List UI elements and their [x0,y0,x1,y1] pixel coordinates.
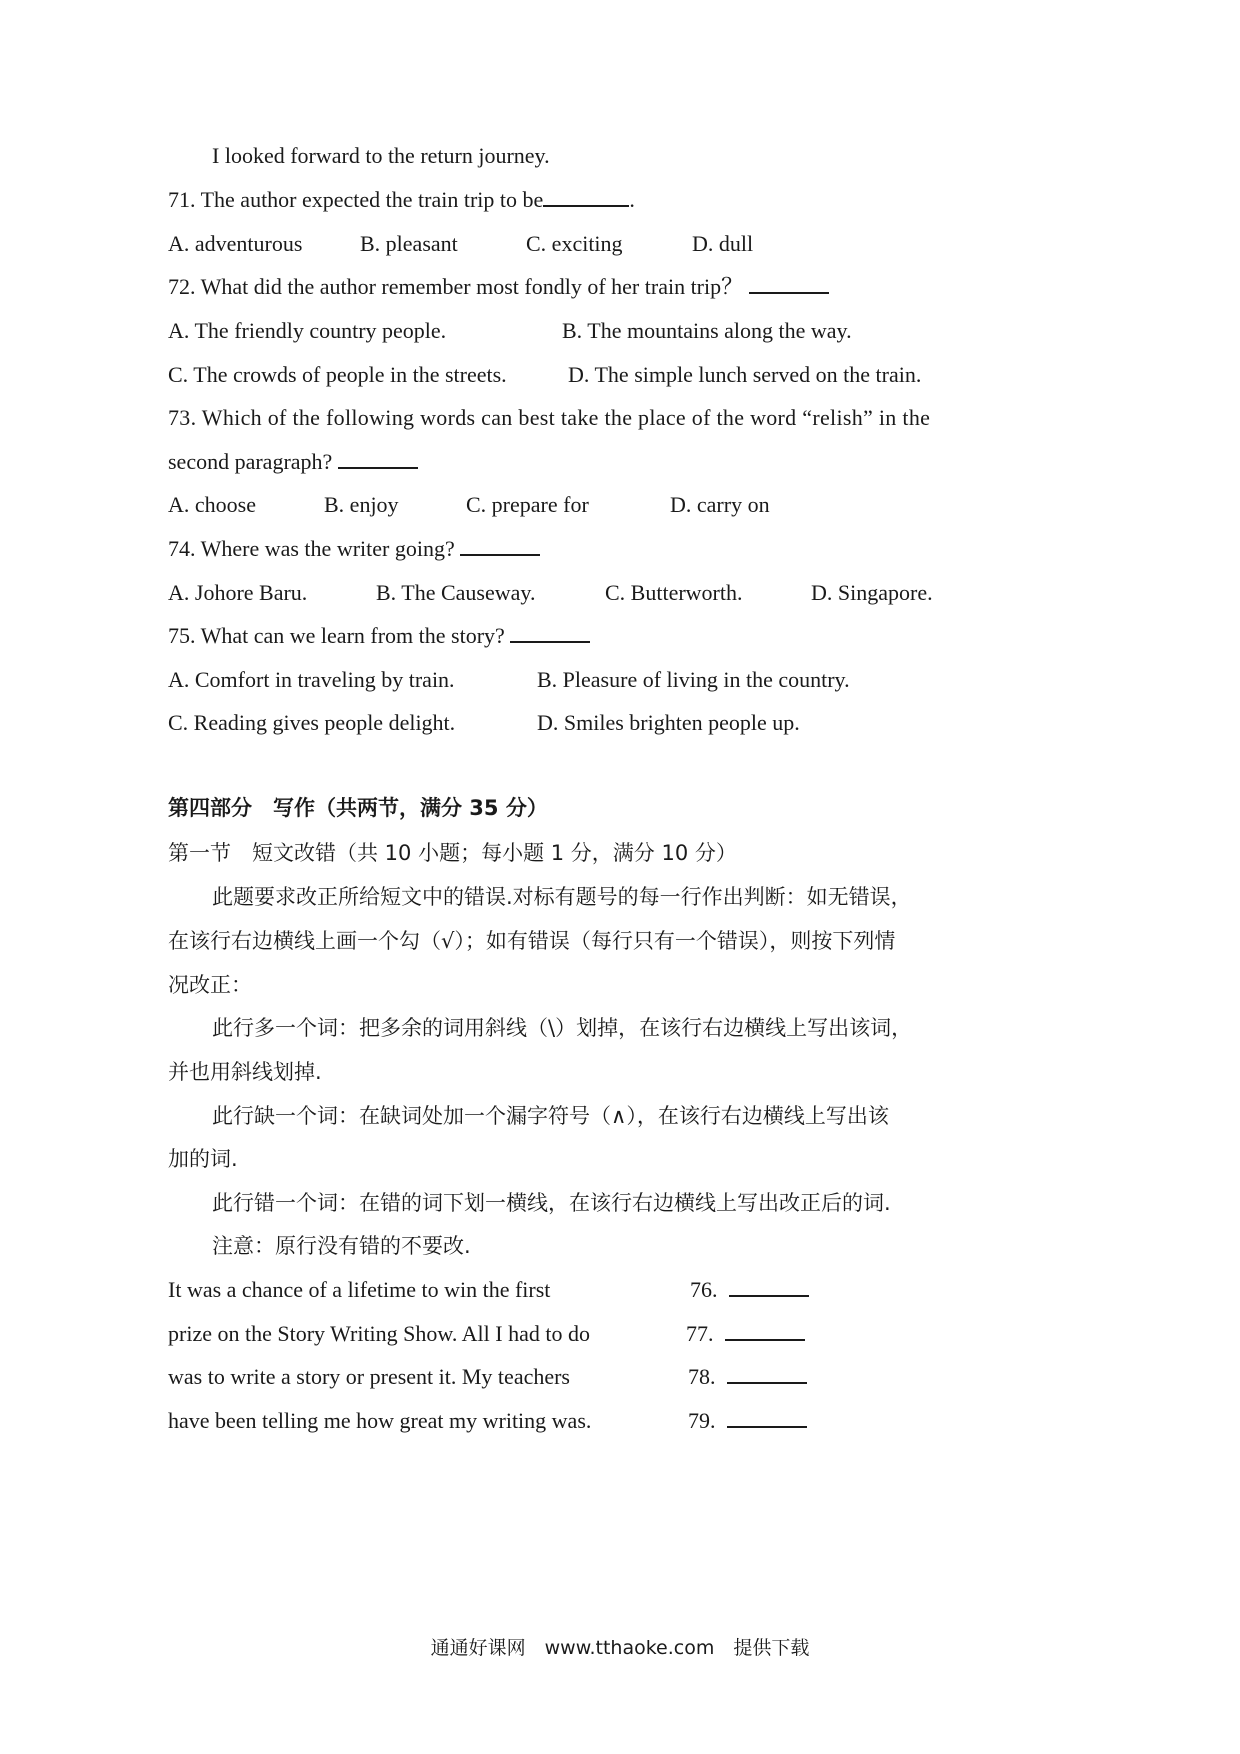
answer-blank-78[interactable] [727,1362,807,1384]
instruction-line-8: 此行错一个词：在错的词下划一横线，在该行右边横线上写出改正后的词. [212,1191,891,1215]
question-71-end: . [629,187,635,212]
part4-title: 第四部分 写作（共两节，满分 35 分） [168,796,548,820]
answer-blank-71[interactable] [543,185,629,207]
correction-line-76-text: It was a chance of a lifetime to win the first [168,1277,551,1302]
option-75-a[interactable]: A. Comfort in traveling by train. [168,667,455,692]
option-72-b[interactable]: B. The mountains along the way. [562,318,852,343]
instruction-line-6: 此行缺一个词：在缺词处加一个漏字符号（∧），在该行右边横线上写出该 [212,1104,889,1128]
option-74-d[interactable]: D. Singapore. [811,580,933,605]
option-75-b[interactable]: B. Pleasure of living in the country. [537,667,850,692]
option-72-d[interactable]: D. The simple lunch served on the train. [568,362,922,387]
question-75-stem: 75. What can we learn from the story? [168,623,505,648]
question-73-stem-end: second paragraph? [168,449,333,474]
correction-number-77: 77. [686,1321,714,1346]
option-74-b[interactable]: B. The Causeway. [376,580,536,605]
option-72-c[interactable]: C. The crowds of people in the streets. [168,362,507,387]
instruction-line-3: 况改正： [168,973,252,997]
option-73-b[interactable]: B. enjoy [324,492,399,517]
correction-line-77-number [686,1319,805,1349]
section1-title: 第一节 短文改错（共 10 小题；每小题 1 分，满分 10 分） [168,841,737,865]
correction-line-77-text: prize on the Story Writing Show. All I had to do [168,1321,590,1346]
option-73-c[interactable]: C. prepare for [466,492,589,517]
option-71-a[interactable]: A. adventurous [168,231,303,256]
correction-line-79-number [688,1406,807,1436]
answer-blank-74[interactable] [460,534,540,556]
option-71-c[interactable]: C. exciting [526,231,623,256]
instruction-line-1: 此题要求改正所给短文中的错误.对标有题号的每一行作出判断：如无错误， [212,885,912,909]
question-71-stem: 71. The author expected the train trip to be [168,187,544,212]
correction-line-78-number [688,1362,807,1392]
answer-blank-77[interactable] [725,1319,805,1341]
question-73-line1: 73. Which of the following words can best take the place of the word “relish” in the [168,405,931,430]
correction-line-79-text: have been telling me how great my writing was. [168,1408,592,1433]
answer-blank-72[interactable] [749,272,829,294]
question-72 [168,272,829,302]
answer-blank-75[interactable] [510,621,590,643]
instruction-line-5: 并也用斜线划掉. [168,1060,322,1084]
instruction-note: 注意：原行没有错的不要改. [212,1234,471,1258]
option-75-c[interactable]: C. Reading gives people delight. [168,710,456,735]
page-footer: 通通好课网 www.tthaoke.com 提供下载 [430,1637,810,1659]
answer-blank-73[interactable] [338,447,418,469]
question-75 [168,621,590,651]
option-72-a[interactable]: A. The friendly country people. [168,318,447,343]
instruction-line-7: 加的词. [168,1147,238,1171]
question-74 [168,534,540,564]
option-74-c[interactable]: C. Butterworth. [605,580,743,605]
correction-number-76: 76. [690,1277,718,1302]
option-73-d[interactable]: D. carry on [670,492,770,517]
option-71-d[interactable]: D. dull [692,231,754,256]
option-74-a[interactable]: A. Johore Baru. [168,580,308,605]
option-71-b[interactable]: B. pleasant [360,231,458,256]
answer-blank-79[interactable] [727,1406,807,1428]
correction-line-78-text: was to write a story or present it. My teachers [168,1364,570,1389]
passage-last-line: I looked forward to the return journey. [212,143,550,168]
correction-number-79: 79. [688,1408,716,1433]
option-75-d[interactable]: D. Smiles brighten people up. [537,710,800,735]
instruction-line-4: 此行多一个词：把多余的词用斜线（\）划掉，在该行右边横线上写出该词， [212,1016,913,1040]
option-73-a[interactable]: A. choose [168,492,256,517]
correction-line-76-number [690,1275,809,1305]
question-72-stem: 72. What did the author remember most fondly of her train trip？ [168,274,744,299]
correction-number-78: 78. [688,1364,716,1389]
question-73-line2 [168,447,418,477]
question-74-stem: 74. Where was the writer going? [168,536,455,561]
instruction-line-2: 在该行右边横线上画一个勾（√）；如有错误（每行只有一个错误），则按下列情 [168,929,896,953]
question-71 [168,185,635,215]
answer-blank-76[interactable] [729,1275,809,1297]
